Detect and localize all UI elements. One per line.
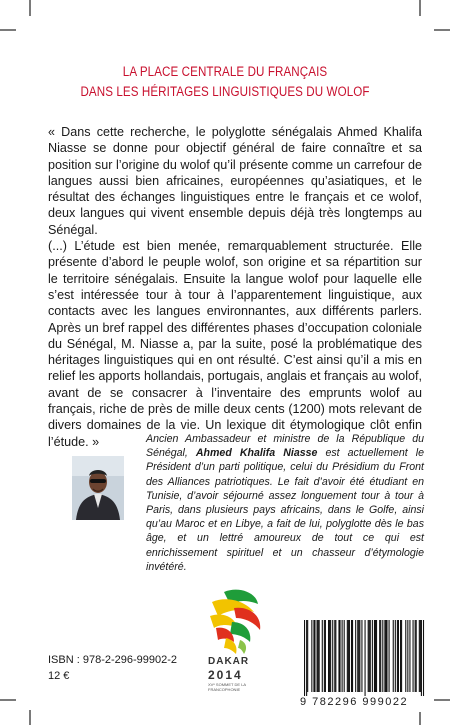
- barcode-bar: [380, 620, 381, 692]
- barcode-bar: [401, 620, 402, 692]
- barcode-bar: [374, 620, 375, 692]
- barcode-bar: [338, 620, 339, 692]
- barcode-bar: [304, 620, 305, 696]
- barcode-bar: [423, 620, 424, 696]
- barcode: [296, 620, 426, 710]
- isbn: ISBN : 978-2-296-99902-2: [48, 654, 178, 666]
- author-photo: [72, 456, 124, 520]
- barcode-bar: [398, 620, 399, 692]
- barcode-bar: [413, 620, 414, 692]
- barcode-bar: [409, 620, 410, 692]
- barcode-bar: [421, 620, 422, 696]
- barcode-bar: [386, 620, 387, 692]
- barcode-bar: [325, 620, 326, 692]
- barcode-bar: [322, 620, 323, 692]
- barcode-bar: [365, 620, 366, 696]
- book-title-line1: LA PLACE CENTRALE DU FRANÇAIS: [122, 64, 328, 79]
- bio-text: est actuellement le Président d’un parti politique, celui du Présidium du Front des Alliances patriotiques. Le fait d’avoir été étudiant en Tunisie, d’avoir séjourné assez longuement tour à tour à Paris, dans plusieurs pays africains, dans le Golfe, ainsi qu’au Maroc et en Libye, a fait de lui, polyglotte dès le bas âge, et un lettré amoureux de tout ce qui est enrichissement spirituel et un chasseur d’étymologie invétéré.: [146, 447, 424, 573]
- barcode-bar: [400, 620, 401, 692]
- barcode-digits: 9 782296 999022: [300, 696, 409, 708]
- author-biography: [146, 432, 424, 574]
- quote-paragraph-2: (...) L’étude est bien menée, remarquablement structurée. Elle présente d’abord le peuple wolof, son origine et sa répartition sur le territoire sénégalais. Ensuite la langue wolof pour laquelle elle s’est intéressée tour à tour à l’apparentement linguistique, aux contacts avec les langues environnantes, aux différents parlers. Après un bref rappel des différentes phases d’occupation coloniale du Sénégal, M. Niasse a, par la suite, posé la problématique des héritages linguistiques qui en ont résulté. C’est ainsi qu’il a mis en relief les apports hollandais, portugais, anglais et français au wolof, avant de se consacrer à l’inventaire des emprunts wolof au français, riche de près de mille deux cents (1200) mots relevant de divers domaines de la vie. Un lexique dit étymologique clôt enfin l’étude. »: [48, 239, 422, 449]
- barcode-bar: [324, 620, 325, 692]
- barcode-bar: [342, 620, 343, 692]
- barcode-bar: [329, 620, 330, 692]
- bio-intro: Ancien Ambassadeur et ministre de la République du Sénégal,: [146, 433, 424, 460]
- barcode-bar: [306, 620, 307, 696]
- barcode-bar: [382, 620, 383, 692]
- barcode-bar: [332, 620, 333, 692]
- barcode-bar: [415, 620, 416, 692]
- back-cover-quote: [48, 124, 422, 450]
- barcode-bar: [420, 620, 421, 692]
- author-name: Ahmed Khalifa Niasse: [195, 447, 318, 460]
- barcode-bar: [352, 620, 353, 692]
- barcode-bar: [393, 620, 394, 692]
- barcode-bar: [385, 620, 386, 692]
- barcode-bar: [389, 620, 390, 692]
- barcode-bar: [419, 620, 420, 692]
- barcode-bar: [335, 620, 336, 692]
- barcode-bar: [314, 620, 315, 692]
- barcode-bar: [405, 620, 406, 692]
- book-title: [49, 62, 402, 102]
- barcode-bar: [376, 620, 377, 692]
- dakar-2014-logo: [204, 586, 268, 698]
- barcode-bar: [368, 620, 369, 692]
- logo-text-year: 2014: [208, 668, 243, 682]
- barcode-bar: [347, 620, 348, 692]
- barcode-bar: [351, 620, 352, 692]
- barcode-bar: [330, 620, 331, 692]
- barcode-bar: [375, 620, 376, 692]
- barcode-bar: [339, 620, 340, 692]
- barcode-bar: [317, 620, 318, 692]
- barcode-bar: [379, 620, 380, 692]
- logo-text-dakar: DAKAR: [208, 656, 250, 667]
- barcode-bar: [397, 620, 398, 692]
- barcode-bar: [384, 620, 385, 692]
- barcode-bar: [307, 620, 308, 692]
- barcode-bar: [358, 620, 359, 692]
- barcode-bar: [355, 620, 356, 692]
- barcode-bar: [344, 620, 345, 692]
- barcode-bar: [334, 620, 335, 692]
- barcode-bar: [348, 620, 349, 692]
- barcode-bar: [361, 620, 362, 692]
- barcode-bar: [357, 620, 358, 692]
- barcode-bars: [296, 620, 426, 696]
- logo-text-summit: XVᵉ SOMMET DE LA FRANCOPHONIE: [208, 682, 246, 692]
- quote-paragraph-1: « Dans cette recherche, le polyglotte sénégalais Ahmed Khalifa Niasse se donne pour objectif général de faire connaître et sa position sur l’origine du wolof qu’il présente comme un carrefour de langues aussi bien africaines, européennes qu’asiatiques, et le résultat des échanges linguistiques entre le français et ce wolof, deux langues qui vivent ensemble depuis déjà très longtemps au Sénégal.: [48, 125, 422, 237]
- barcode-bar: [318, 620, 319, 692]
- barcode-bar: [395, 620, 396, 692]
- barcode-bar: [372, 620, 373, 692]
- price: 12 €: [48, 670, 70, 682]
- barcode-bar: [369, 620, 370, 692]
- book-title-line2: DANS LES HÉRITAGES LINGUISTIQUES DU WOLOF: [80, 84, 370, 99]
- barcode-bar: [416, 620, 417, 692]
- barcode-bar: [359, 620, 360, 692]
- barcode-bar: [319, 620, 320, 692]
- barcode-bar: [328, 620, 329, 692]
- barcode-bar: [349, 620, 350, 692]
- barcode-bar: [407, 620, 408, 692]
- barcode-bar: [370, 620, 371, 692]
- barcode-bar: [311, 620, 312, 692]
- barcode-bar: [313, 620, 314, 692]
